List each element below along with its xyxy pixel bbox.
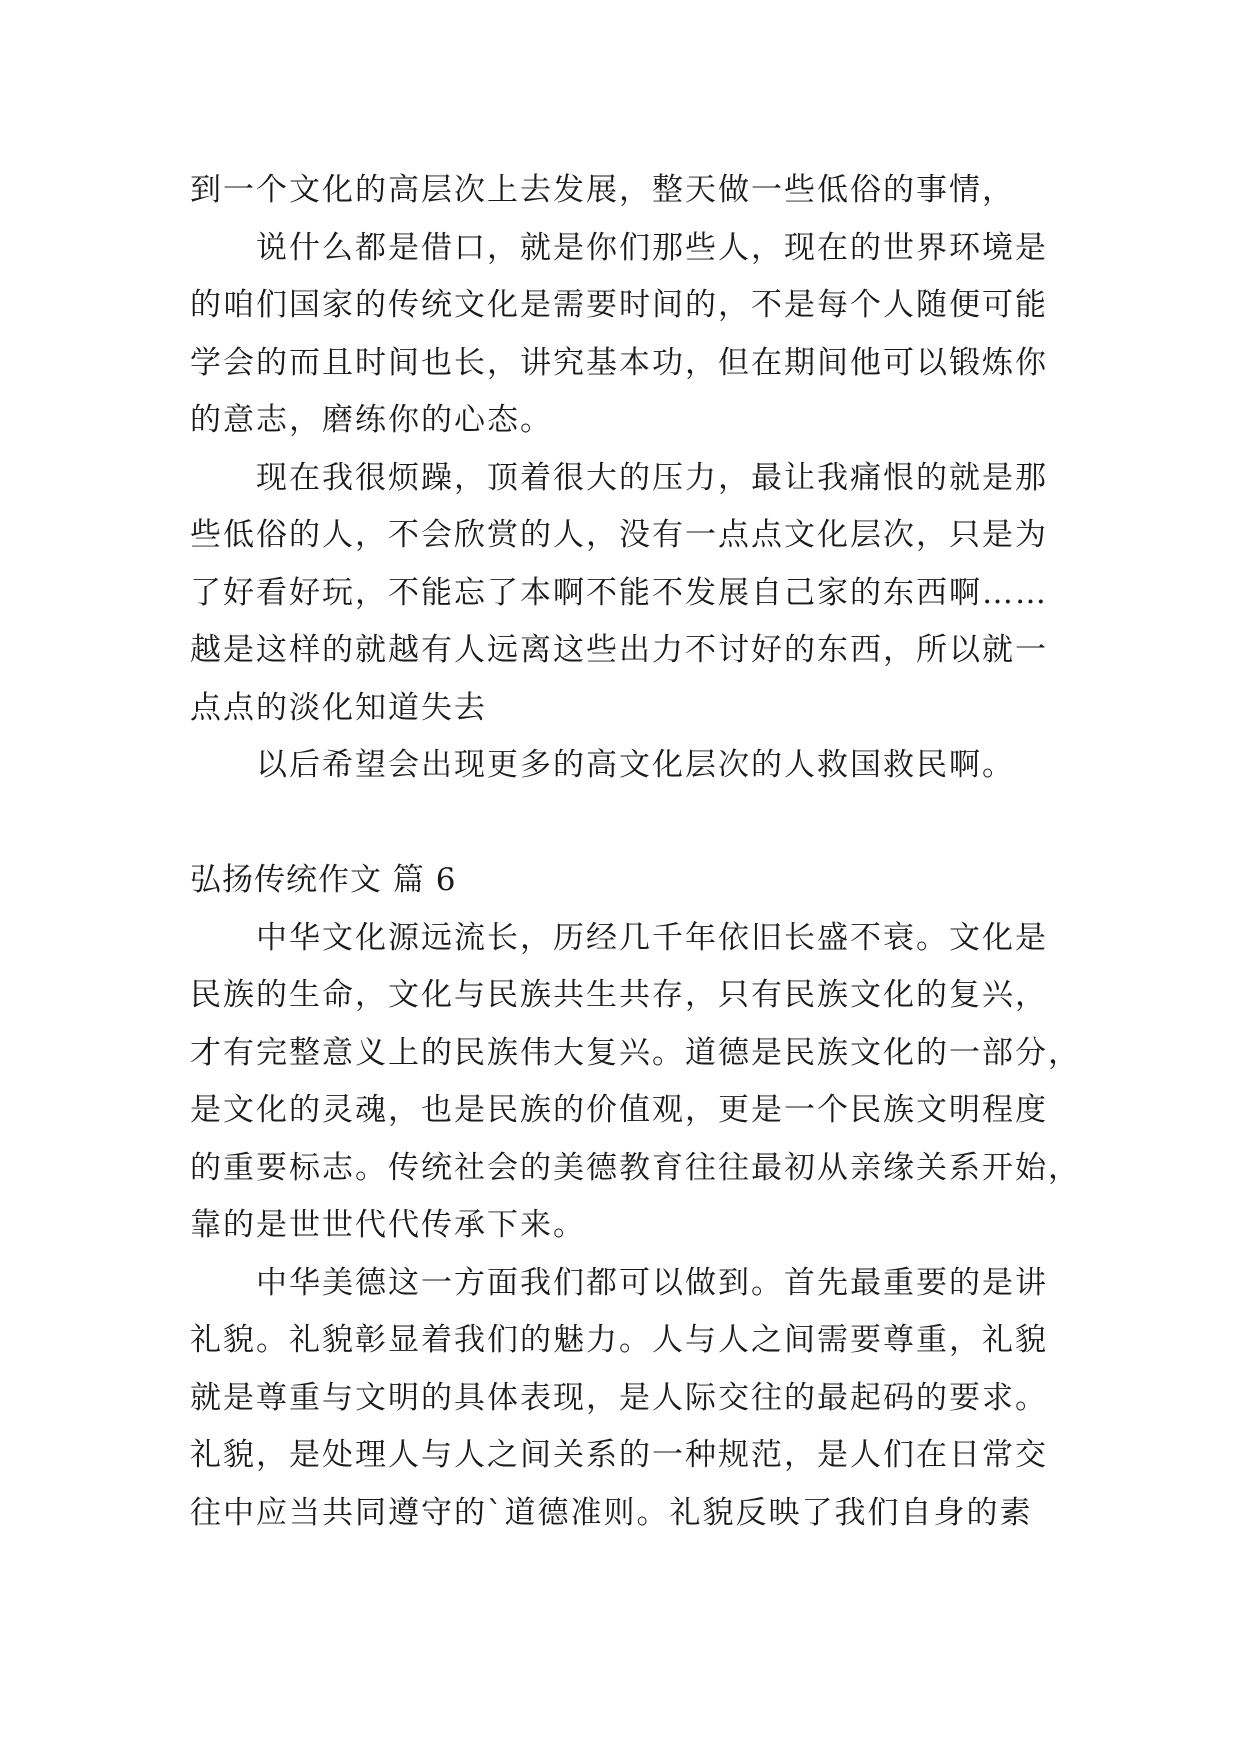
paragraph-line: 中华文化源远流长，历经几千年依旧长盛不衰。文化是 bbox=[256, 919, 1048, 956]
section-heading: 弘扬传统作文 篇 6 bbox=[190, 862, 457, 898]
paragraph-line: 的意志，磨练你的心态。 bbox=[190, 402, 553, 438]
paragraph-line: 越是这样的就越有人远离这些出力不讨好的东西，所以就一 bbox=[190, 632, 1048, 668]
paragraph-line: 点点的淡化知道失去 bbox=[190, 689, 487, 726]
paragraph-line: 以后希望会出现更多的高文化层次的人救国救民啊。 bbox=[256, 747, 1015, 783]
paragraph-line: 才有完整意义上的民族伟大复兴。道德是民族文化的一部分， bbox=[190, 1034, 1081, 1071]
paragraph-line: 的咱们国家的传统文化是需要时间的，不是每个人随便可能 bbox=[190, 287, 1048, 323]
essay-section-6 bbox=[190, 910, 1081, 1543]
paragraph-line: 往中应当共同遵守的`道德准则。礼貌反映了我们自身的素 bbox=[190, 1494, 1033, 1531]
paragraph-line: 些低俗的人，不会欣赏的人，没有一点点文化层次，只是为 bbox=[190, 517, 1048, 553]
paragraph-line: 是文化的灵魂，也是民族的价值观，更是一个民族文明程度 bbox=[190, 1092, 1048, 1128]
essay-continuation bbox=[190, 162, 1070, 795]
paragraph-line: 就是尊重与文明的具体表现，是人际交往的最起码的要求。 bbox=[190, 1379, 1048, 1416]
paragraph-line: 中华美德这一方面我们都可以做到。首先最重要的是讲 bbox=[256, 1264, 1048, 1301]
paragraph-line: 学会的而且时间也长，讲究基本功，但在期间他可以锻炼你 bbox=[190, 344, 1048, 381]
paragraph-line: 民族的生命，文化与民族共生共存，只有民族文化的复兴， bbox=[190, 977, 1048, 1013]
paragraph-line: 说什么都是借口，就是你们那些人，现在的世界环境是 bbox=[256, 229, 1048, 266]
paragraph-line: 礼貌。礼貌彰显着我们的魅力。人与人之间需要尊重，礼貌 bbox=[190, 1322, 1048, 1358]
paragraph-line: 的重要标志。传统社会的美德教育往往最初从亲缘关系开始， bbox=[190, 1149, 1081, 1186]
paragraph-line: 到一个文化的高层次上去发展，整天做一些低俗的事情， bbox=[190, 172, 1015, 208]
paragraph-line: 礼貌，是处理人与人之间关系的一种规范，是人们在日常交 bbox=[190, 1437, 1048, 1473]
paragraph-line: 了好看好玩，不能忘了本啊不能不发展自己家的东西啊…… bbox=[190, 574, 1048, 611]
paragraph-line: 现在我很烦躁，顶着很大的压力，最让我痛恨的就是那 bbox=[256, 459, 1048, 496]
paragraph-line: 靠的是世世代代传承下来。 bbox=[190, 1207, 586, 1243]
